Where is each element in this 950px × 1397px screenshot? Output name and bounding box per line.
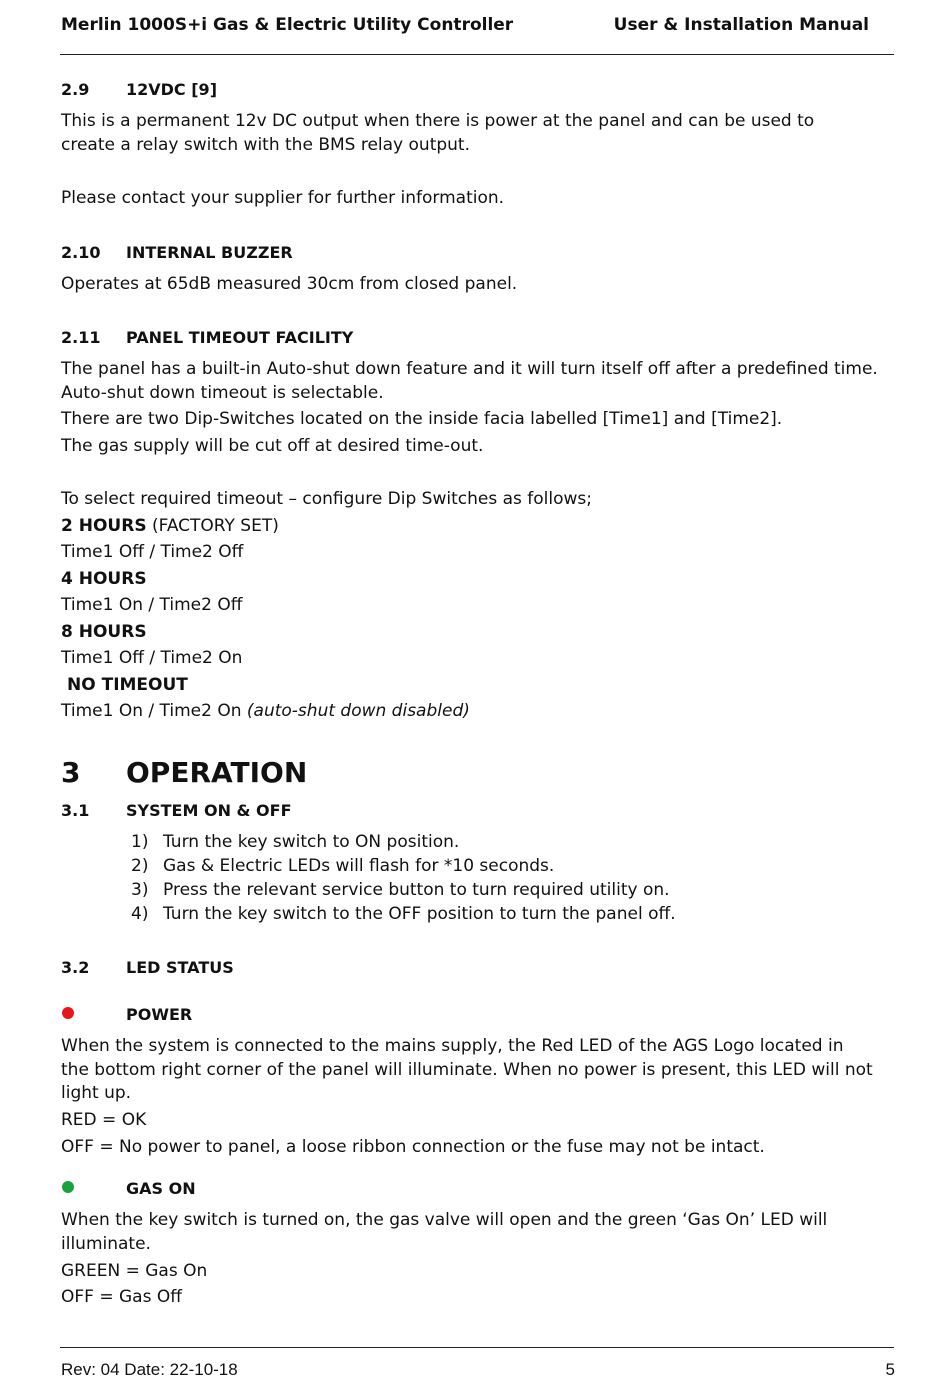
section-number: 2.11 [61,328,101,347]
led-gas-title: GAS ON [126,1179,196,1198]
timeout-option-4h: 4 HOURS [61,569,147,589]
option-setting: Time1 On / Time2 Off [61,595,243,615]
chapter-number: 3 [61,756,81,789]
section-title: 12VDC [9] [126,80,217,99]
paragraph-line: This is a permanent 12v DC output when there is power at the panel and can be used to [61,111,815,131]
paragraph-line: Auto-shut down timeout is selectable. [61,383,384,403]
paragraph-line: RED = OK [61,1110,147,1130]
footer-revision: Rev: 04 Date: 22-10-18 [61,1360,238,1379]
green-led-bullet-icon [62,1181,74,1193]
section-number: 3.1 [61,801,90,820]
paragraph-line: When the system is connected to the mains supply, the Red LED of the AGS Logo located in [61,1036,844,1056]
section-number: 2.10 [61,243,101,262]
paragraph-line: The gas supply will be cut off at desired time-out. [61,436,484,456]
paragraph-line: OFF = Gas Off [61,1287,182,1307]
paragraph-line: the bottom right corner of the panel will illuminate. When no power is present, this LED will not [61,1060,873,1080]
option-setting: Time1 Off / Time2 On [61,648,243,668]
section-number: 3.2 [61,958,90,977]
section-title: SYSTEM ON & OFF [126,801,292,820]
paragraph-line: When the key switch is turned on, the gas valve will open and the green ‘Gas On’ LED will [61,1210,828,1230]
header-rule [60,54,894,55]
paragraph-line: There are two Dip-Switches located on the inside facia labelled [Time1] and [Time2]. [61,409,783,429]
paragraph-line: Operates at 65dB measured 30cm from closed panel. [61,274,518,294]
red-led-bullet-icon [62,1007,74,1019]
footer-rule [60,1347,894,1348]
list-item: Turn the key switch to the OFF position to turn the panel off. [163,904,676,924]
paragraph-line: light up. [61,1083,132,1103]
timeout-option-8h: 8 HOURS [61,622,147,642]
list-item-number: 2) [131,856,149,876]
paragraph-line: To select required timeout – configure Dip Switches as follows; [61,489,593,509]
option-label: 2 HOURS [61,516,147,536]
header-title: Merlin 1000S+i Gas & Electric Utility Controller [61,15,514,35]
section-title: PANEL TIMEOUT FACILITY [126,328,354,347]
section-title: INTERNAL BUZZER [126,243,293,262]
page-number: 5 [885,1360,895,1379]
list-item-number: 1) [131,832,149,852]
paragraph-line: GREEN = Gas On [61,1261,208,1281]
led-power-title: POWER [126,1005,193,1024]
chapter-title: OPERATION [126,756,308,789]
timeout-option-none: NO TIMEOUT [67,675,188,695]
list-item-number: 4) [131,904,149,924]
section-number: 2.9 [61,80,90,99]
section-title: LED STATUS [126,958,234,977]
option-note: (auto-shut down disabled) [246,701,470,721]
option-setting-row [61,701,470,721]
paragraph-line: create a relay switch with the BMS relay output. [61,135,470,155]
list-item: Turn the key switch to ON position. [163,832,460,852]
option-setting: Time1 Off / Time2 Off [61,542,244,562]
paragraph-line: Please contact your supplier for further information. [61,188,505,208]
list-item: Gas & Electric LEDs will flash for *10 seconds. [163,856,555,876]
list-item-number: 3) [131,880,149,900]
list-item: Press the relevant service button to turn required utility on. [163,880,670,900]
option-setting: Time1 On / Time2 On [61,701,247,721]
header-manual: User & Installation Manual [613,15,869,35]
timeout-option-2h [61,516,279,536]
paragraph-line: illuminate. [61,1234,151,1254]
option-note: (FACTORY SET) [146,516,279,536]
paragraph-line: OFF = No power to panel, a loose ribbon connection or the fuse may not be intact. [61,1137,765,1157]
paragraph-line: The panel has a built-in Auto-shut down feature and it will turn itself off after a predefined time. [61,359,878,379]
